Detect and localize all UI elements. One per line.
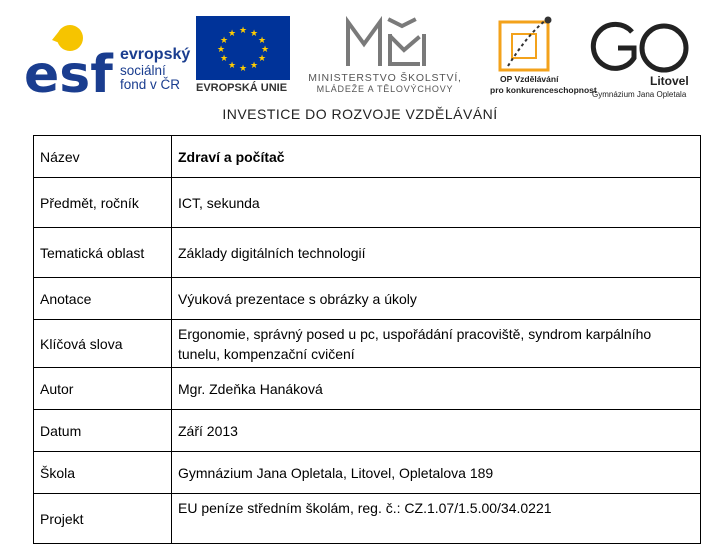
msmt-caption: [300, 72, 470, 94]
row-value: Zdraví a počítač: [172, 136, 701, 178]
row-value: Září 2013: [172, 410, 701, 452]
info-table: [33, 135, 701, 544]
row-value: Základy digitálních technologií: [172, 228, 701, 278]
msmt-line2: MLÁDEŽE A TĚLOVÝCHOVY: [316, 84, 454, 94]
row-key: Datum: [34, 410, 172, 452]
row-key: Tematická oblast: [34, 228, 172, 278]
row-key: Projekt: [34, 494, 172, 544]
row-key: Škola: [34, 452, 172, 494]
svg-text:★: ★: [216, 45, 226, 55]
row-value: Ergonomie, správný posed u pc, uspořádání pracoviště, syndrom karpálního tunelu, kompenzační cvičení: [172, 320, 701, 368]
row-key: Anotace: [34, 278, 172, 320]
svg-text:★: ★: [227, 61, 237, 71]
table-row: [34, 410, 701, 452]
headline: INVESTICE DO ROZVOJE VZDĚLÁVÁNÍ: [222, 106, 498, 122]
svg-text:★: ★: [238, 26, 248, 36]
row-key: Název: [34, 136, 172, 178]
svg-text:★: ★: [257, 36, 267, 46]
eu-caption: EVROPSKÁ UNIE: [196, 82, 288, 94]
row-value: Výuková prezentace s obrázky a úkoly: [172, 278, 701, 320]
svg-text:★: ★: [249, 61, 259, 71]
esf-line3: fond v ČR: [120, 77, 181, 93]
esf-caption: [120, 46, 190, 93]
svg-text:★: ★: [238, 64, 248, 74]
svg-text:★: ★: [219, 36, 229, 46]
esf-line1: evropský: [120, 46, 191, 63]
op-caption: [490, 74, 597, 96]
table-row: [34, 368, 701, 410]
esf-line2: sociální: [120, 62, 166, 78]
go-city: Litovel: [650, 74, 689, 88]
table-row: [34, 494, 701, 544]
go-logo-icon: [588, 18, 692, 76]
row-key: Autor: [34, 368, 172, 410]
svg-text:★: ★: [257, 54, 267, 64]
table-row: [34, 278, 701, 320]
svg-text:★: ★: [227, 29, 237, 39]
row-value: EU peníze středním školám, reg. č.: CZ.1.07/1.5.00/34.0221: [172, 494, 701, 544]
row-value: ICT, sekunda: [172, 178, 701, 228]
eu-flag-icon: [196, 16, 290, 80]
table-row: [34, 228, 701, 278]
svg-text:★: ★: [219, 54, 229, 64]
esf-logo-icon: [22, 14, 118, 96]
svg-text:esf: esf: [24, 45, 113, 96]
logo-banner: [0, 0, 720, 128]
svg-text:★: ★: [249, 29, 259, 39]
msmt-line1: MINISTERSTVO ŠKOLSTVÍ,: [308, 72, 462, 84]
table-row: [34, 178, 701, 228]
msmt-logo-icon: [340, 12, 430, 72]
table-row: [34, 320, 701, 368]
op-line2: pro konkurenceschopnost: [490, 85, 597, 95]
table-row: [34, 452, 701, 494]
go-school: Gymnázium Jana Opletala: [592, 90, 687, 99]
row-key: Předmět, ročník: [34, 178, 172, 228]
row-key: Klíčová slova: [34, 320, 172, 368]
table-row: [34, 136, 701, 178]
row-value: Mgr. Zdeňka Hanáková: [172, 368, 701, 410]
op-logo-icon: [498, 14, 560, 74]
op-line1: OP Vzdělávání: [500, 74, 559, 84]
svg-text:★: ★: [260, 45, 270, 55]
row-value: Gymnázium Jana Opletala, Litovel, Opletalova 189: [172, 452, 701, 494]
